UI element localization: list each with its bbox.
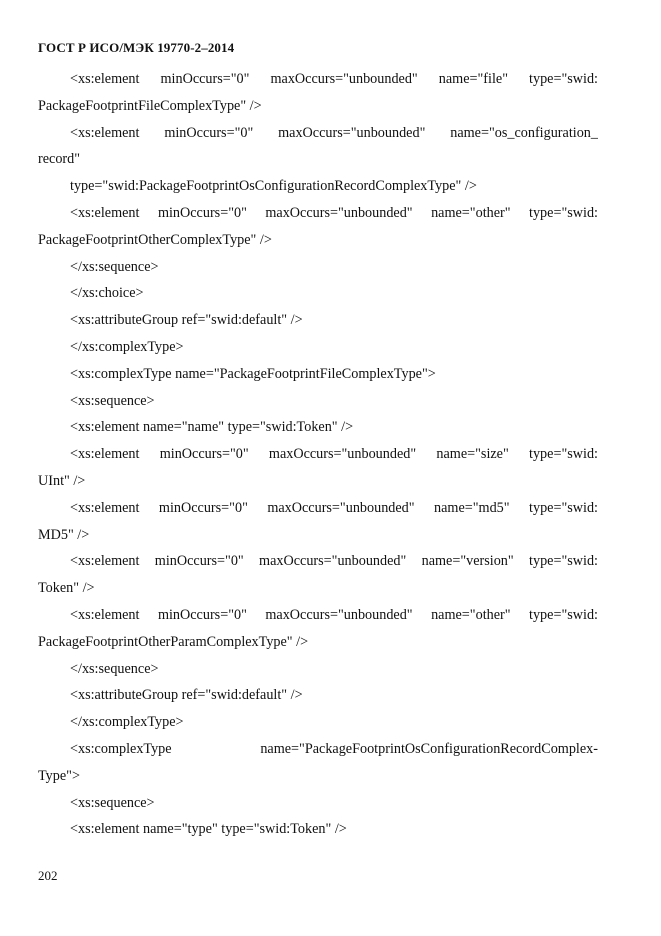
code-line: Type"> <box>38 767 80 784</box>
document-header: ГОСТ Р ИСО/МЭК 19770-2–2014 <box>38 40 235 55</box>
code-line: <xs:element minOccurs="0" maxOccurs="unbounded" name="size" type="swid: <box>70 446 598 463</box>
code-line: type="swid:PackageFootprintOsConfigurationRecordComplexType" /> <box>70 178 477 195</box>
code-line: PackageFootprintFileComplexType" /> <box>38 97 262 114</box>
code-line: PackageFootprintOtherParamComplexType" /> <box>38 633 309 650</box>
code-line: <xs:element minOccurs="0" maxOccurs="unbounded" name="file" type="swid: <box>70 71 598 87</box>
code-line: <xs:attributeGroup ref="swid:default" /> <box>70 312 303 329</box>
code-line: <xs:element minOccurs="0" maxOccurs="unbounded" name="version" type="swid: <box>70 553 598 570</box>
code-line: </xs:choice> <box>70 285 144 302</box>
code-line: <xs:element name="name" type="swid:Token" /> <box>70 419 354 436</box>
code-line: <xs:element name="type" type="swid:Token" /> <box>70 821 347 838</box>
code-line: PackageFootprintOtherComplexType" /> <box>38 231 272 248</box>
code-line: </xs:sequence> <box>70 660 159 677</box>
code-line: <xs:element minOccurs="0" maxOccurs="unbounded" name="os_configuration_ <box>70 124 598 141</box>
code-line: record" <box>38 151 81 168</box>
code-line: </xs:sequence> <box>70 258 159 275</box>
code-line: <xs:attributeGroup ref="swid:default" /> <box>70 687 303 704</box>
code-line: <xs:sequence> <box>70 794 155 811</box>
code-line: UInt" /> <box>38 472 86 489</box>
code-line: </xs:complexType> <box>70 714 184 731</box>
code-line: Token" /> <box>38 580 95 597</box>
code-line: </xs:complexType> <box>70 338 184 355</box>
code-line: <xs:complexType name="PackageFootprintFileComplexType"> <box>70 365 436 382</box>
code-line: <xs:complexType name="PackageFootprintOsConfigurationRecordComplex- <box>70 740 598 757</box>
code-line: <xs:sequence> <box>70 392 155 409</box>
xml-schema-listing <box>38 66 598 843</box>
code-line: <xs:element minOccurs="0" maxOccurs="unbounded" name="other" type="swid: <box>70 204 598 221</box>
code-line: MD5" /> <box>38 526 90 543</box>
code-line: <xs:element minOccurs="0" maxOccurs="unbounded" name="md5" type="swid: <box>70 499 598 516</box>
page-number: 202 <box>38 868 58 883</box>
code-line: <xs:element minOccurs="0" maxOccurs="unbounded" name="other" type="swid: <box>70 606 598 623</box>
